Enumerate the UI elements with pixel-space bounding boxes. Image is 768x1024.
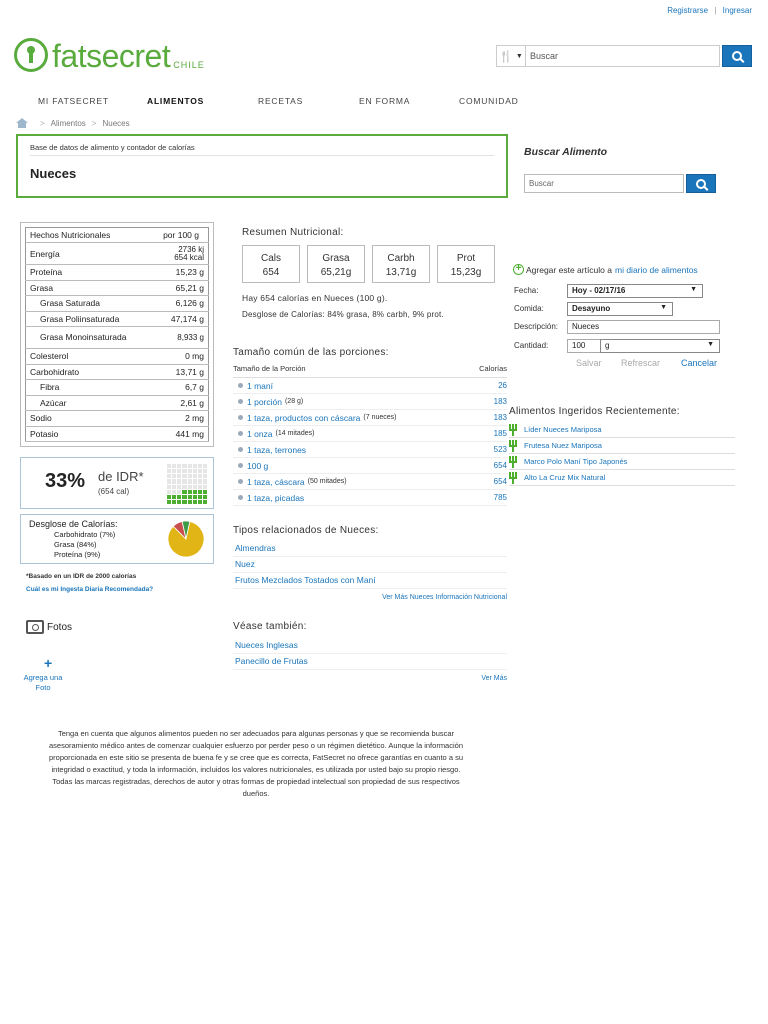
portion-row[interactable] <box>233 426 507 442</box>
idr-cell <box>182 495 186 499</box>
macro-value: 13,71g <box>385 267 417 278</box>
descripcion-label: Descripción: <box>514 322 559 331</box>
idr-cell <box>203 495 207 499</box>
fecha-value: Hoy - 02/17/16 <box>572 286 626 295</box>
idr-cell <box>172 485 176 489</box>
idr-cell <box>172 464 176 468</box>
add-circle-icon[interactable]: + <box>513 264 524 275</box>
idr-cell <box>182 500 186 504</box>
calorie-summary-line: Hay 654 calorías en Nueces (100 g). <box>242 293 388 303</box>
idr-cell <box>172 479 176 483</box>
idr-cell <box>172 474 176 478</box>
header-search <box>496 45 752 67</box>
portion-header-cal: Calorías <box>479 364 507 373</box>
fork-icon: 🍴 <box>499 50 513 63</box>
portion-label[interactable]: 1 taza, picadas <box>247 492 305 503</box>
portion-note: (50 mitades) <box>307 478 347 485</box>
idr-cell <box>203 464 207 468</box>
portion-note: (7 nueces) <box>363 414 397 421</box>
breadcrumb-separator: > <box>91 118 97 128</box>
food-search-button[interactable] <box>686 174 716 193</box>
see-also-item[interactable]: Panecillo de Frutas <box>233 654 507 670</box>
idr-cell <box>167 464 171 468</box>
idr-cell <box>198 485 202 489</box>
bullet-icon <box>238 383 243 388</box>
idr-cell <box>203 485 207 489</box>
portion-name[interactable] <box>233 461 271 471</box>
macro-value: 65,21g <box>320 267 352 278</box>
recent-food-name[interactable]: Marco Polo Maní Tipo Japonés <box>524 457 628 466</box>
food-search-input[interactable]: Buscar <box>524 174 684 193</box>
portion-name[interactable] <box>233 381 276 391</box>
idr-cell <box>198 500 202 504</box>
fork-knife-icon <box>509 472 517 484</box>
portion-label[interactable]: 1 taza, productos con cáscara <box>247 412 361 423</box>
cantidad-label: Cantidad: <box>514 341 549 350</box>
page-title: Nueces <box>30 166 77 181</box>
descripcion-input[interactable]: Nueces <box>567 320 720 334</box>
related-item[interactable]: Almendras <box>233 541 507 557</box>
fact-label: Proteína <box>26 265 155 281</box>
chevron-down-icon: ▼ <box>515 52 523 60</box>
idr-cell <box>167 479 171 483</box>
comida-value: Desayuno <box>572 304 611 313</box>
idr-cell <box>198 490 202 494</box>
idr-cell <box>177 479 181 483</box>
idr-cell <box>203 490 207 494</box>
add-photo-icon[interactable]: + <box>44 655 53 671</box>
fact-label: Potasio <box>26 426 155 442</box>
bullet-icon <box>238 463 243 468</box>
macro-grasa <box>307 245 365 283</box>
idr-cell <box>198 469 202 473</box>
portion-row[interactable] <box>233 458 507 474</box>
nav-en-forma[interactable]: EN FORMA <box>359 96 411 106</box>
idr-cell <box>172 495 176 499</box>
idr-cell <box>182 469 186 473</box>
portion-calories[interactable]: 523 <box>493 445 507 454</box>
fact-value: 2,61 g <box>154 395 208 411</box>
macro-value: 654 <box>262 267 280 278</box>
search-icon <box>696 179 706 189</box>
idr-cell <box>198 474 202 478</box>
bullet-icon <box>238 447 243 452</box>
related-item[interactable]: Frutos Mezclados Tostados con Maní <box>233 573 507 589</box>
fact-value: 13,71 g <box>154 364 208 380</box>
portion-calories[interactable]: 183 <box>493 413 507 422</box>
fact-label: Azúcar <box>26 395 155 411</box>
related-list <box>233 541 507 601</box>
idr-info-link[interactable]: Cuál es mi Ingesta Diaria Recomendada? <box>26 586 154 593</box>
bullet-icon <box>238 415 243 420</box>
idr-cell <box>188 469 192 473</box>
portion-label[interactable]: 1 taza, cáscara <box>247 476 305 487</box>
see-also-list <box>233 638 507 682</box>
idr-cell <box>198 479 202 483</box>
buscar-alimento-title: Buscar Alimento <box>524 146 608 158</box>
fork-knife-icon <box>509 440 517 452</box>
cantidad-input[interactable]: 100 <box>567 339 601 353</box>
idr-cell <box>182 485 186 489</box>
fact-label: Grasa Saturada <box>26 296 155 312</box>
idr-cell <box>177 490 181 494</box>
idr-cell <box>167 485 171 489</box>
fact-value: 2736 kj <box>178 244 204 254</box>
idr-cell <box>193 485 197 489</box>
food-search <box>524 174 716 193</box>
recent-food-item[interactable] <box>509 470 735 486</box>
idr-cell <box>193 474 197 478</box>
idr-cell <box>193 495 197 499</box>
fork-knife-icon <box>509 456 517 468</box>
logo-text: fatsecret <box>52 38 171 74</box>
portion-row[interactable] <box>233 378 507 394</box>
idr-cell <box>172 500 176 504</box>
facts-header-unit: por 100 g <box>154 228 208 243</box>
portion-row[interactable] <box>233 474 507 490</box>
register-link[interactable]: Registrarse <box>667 6 709 15</box>
see-also-item[interactable]: Nueces Inglesas <box>233 638 507 654</box>
fotos-section <box>26 620 72 634</box>
idr-cell <box>182 479 186 483</box>
camera-icon <box>26 620 44 634</box>
facts-header-label: Hechos Nutricionales <box>26 228 155 243</box>
idr-cell <box>198 464 202 468</box>
portion-calories[interactable]: 654 <box>493 461 507 470</box>
fact-label: Fibra <box>26 380 155 396</box>
idr-cell <box>193 500 197 504</box>
recent-food-name[interactable]: Líder Nueces Mariposa <box>524 425 602 434</box>
portion-name[interactable] <box>233 493 307 503</box>
portion-calories[interactable]: 185 <box>493 429 507 438</box>
macro-prot <box>437 245 495 283</box>
breakdown-title: Desglose de Calorías: <box>29 519 118 529</box>
idr-cell <box>167 469 171 473</box>
idr-cell <box>203 469 207 473</box>
recent-food-name[interactable]: Frutesa Nuez Mariposa <box>524 441 602 450</box>
macro-summary <box>242 245 495 283</box>
breadcrumb-separator: > <box>40 118 45 128</box>
fact-value: 654 kcal <box>174 252 204 262</box>
add-photo-link[interactable]: Agrega una Foto <box>23 673 63 692</box>
idr-cell <box>193 464 197 468</box>
unidad-select[interactable] <box>600 339 720 353</box>
header-search-button[interactable] <box>722 45 752 67</box>
idr-cell <box>177 469 181 473</box>
main-nav <box>0 96 768 108</box>
see-also-more-link[interactable]: Ver Más <box>481 675 507 682</box>
relacionados-title: Tipos relacionados de Nueces: <box>233 525 379 536</box>
idr-cell <box>188 500 192 504</box>
idr-progress-grid <box>167 464 207 504</box>
portion-label[interactable]: 1 porción <box>247 396 282 407</box>
idr-cell <box>172 490 176 494</box>
macro-label: Prot <box>456 253 476 264</box>
idr-cell <box>188 464 192 468</box>
idr-cell <box>188 490 192 494</box>
fact-value: 6,7 g <box>154 380 208 396</box>
idr-cell <box>188 495 192 499</box>
recent-food-name[interactable]: Alto La Cruz Mix Natural <box>524 473 606 482</box>
fact-value: 15,23 g <box>154 265 208 281</box>
nav-recetas[interactable]: RECETAS <box>258 96 304 106</box>
portion-row[interactable] <box>233 490 507 506</box>
portion-calories[interactable]: 26 <box>498 381 507 390</box>
portion-row[interactable] <box>233 410 507 426</box>
fact-value: 2 mg <box>154 411 208 427</box>
portion-name[interactable] <box>233 445 309 455</box>
idr-cell <box>177 485 181 489</box>
portion-note: (14 mitades) <box>275 430 315 437</box>
fact-label: Grasa Monoinsaturada <box>26 327 155 349</box>
top-links <box>667 6 752 15</box>
idr-cell <box>182 490 186 494</box>
vease-title: Véase también: <box>233 621 307 632</box>
idr-cell <box>167 474 171 478</box>
macro-label: Carbh <box>387 253 415 264</box>
keyhole-logo-icon <box>14 38 48 72</box>
idr-cell <box>177 500 181 504</box>
fact-value: 441 mg <box>154 426 208 442</box>
bullet-icon <box>238 399 243 404</box>
nav-alimentos[interactable]: ALIMENTOS <box>147 96 205 106</box>
resumen-title: Resumen Nutricional: <box>242 227 344 238</box>
recent-food-item[interactable] <box>509 422 735 438</box>
fact-value: 65,21 g <box>154 280 208 296</box>
breadcrumb-nueces: Nueces <box>102 118 130 128</box>
idr-cell <box>182 464 186 468</box>
idr-cell <box>203 474 207 478</box>
nav-comunidad[interactable]: COMUNIDAD <box>459 96 519 106</box>
portion-label[interactable]: 1 maní <box>247 380 273 391</box>
portion-table-header <box>233 364 507 378</box>
portion-name[interactable] <box>233 477 347 487</box>
add-prefix: Agregar este artículo a <box>526 264 612 275</box>
macro-carbh <box>372 245 430 283</box>
fotos-title: Fotos <box>47 621 73 633</box>
fact-value: 8,933 g <box>154 327 208 349</box>
comida-select[interactable] <box>567 302 673 316</box>
idr-cell <box>198 495 202 499</box>
login-link[interactable]: Ingresar <box>722 6 752 15</box>
portion-note: (28 g) <box>284 398 304 405</box>
fact-value: 6,126 g <box>154 296 208 312</box>
portion-name[interactable] <box>233 413 396 423</box>
portion-label[interactable]: 100 g <box>247 460 269 471</box>
fatsecret-logo[interactable] <box>14 38 205 72</box>
idr-box <box>20 457 214 509</box>
breadcrumb <box>16 118 130 128</box>
idr-cell <box>193 469 197 473</box>
idr-cell <box>182 474 186 478</box>
fact-label: Sodio <box>26 411 155 427</box>
idr-cell <box>193 479 197 483</box>
macro-cals <box>242 245 300 283</box>
bullet-icon <box>238 431 243 436</box>
portion-row[interactable] <box>233 394 507 410</box>
bullet-icon <box>238 479 243 484</box>
search-icon <box>732 51 742 61</box>
calorie-breakdown-line: Desglose de Calorías: 84% grasa, 8% carbh, 9% prot. <box>242 310 444 319</box>
chevron-down-icon: ▼ <box>690 286 697 293</box>
portion-name[interactable] <box>233 429 314 439</box>
portion-label[interactable]: 1 onza <box>247 428 273 439</box>
recent-food-item[interactable] <box>509 438 735 454</box>
nutrition-facts <box>20 222 214 447</box>
recientes-title: Alimentos Ingeridos Recientemente: <box>509 406 680 417</box>
idr-cell <box>167 500 171 504</box>
related-more-link[interactable]: Ver Más Nueces Información Nutricional <box>382 594 507 601</box>
recent-foods-list <box>509 422 735 486</box>
fork-knife-icon <box>509 424 517 436</box>
idr-cell <box>177 495 181 499</box>
fact-label: Carbohidrato <box>26 364 155 380</box>
chevron-down-icon: ▼ <box>707 341 714 348</box>
fact-label: Grasa <box>26 280 155 296</box>
diary-link[interactable]: mi diario de alimentos <box>615 264 698 275</box>
idr-cell <box>172 469 176 473</box>
header-search-input[interactable]: Buscar <box>526 45 720 67</box>
search-category-dropdown[interactable] <box>496 45 526 67</box>
idr-percent: 33% <box>45 470 86 492</box>
portion-calories[interactable]: 654 <box>493 477 507 486</box>
disclaimer: Tenga en cuenta que algunos alimentos pueden no ser adecuados para algunas personas y que se recomienda buscar asesoramiento médico antes de comenzar cualquier esfuerzo por perder peso o un régimen dietético. Aunque la información proporcionada en este sitio se presenta de buena fe y se cree que es correcta, FatSecret no ofrece garantías en cuanto a su integridad o exactitud, y toda la información, incluidos los valores nutricionales, es utilizada por usted bajo su propio riesgo. Todas las marcas registradas, derechos de autor y otras formas de propiedad intelectual son propiedad de sus respectivos dueños. <box>48 729 463 798</box>
breakdown-item: Carbohidrato (7%) <box>54 530 116 539</box>
fecha-select[interactable] <box>567 284 703 298</box>
unidad-value: g <box>605 341 610 350</box>
idr-cell <box>167 495 171 499</box>
idr-cell <box>177 474 181 478</box>
add-to-diary <box>513 264 698 275</box>
idr-cell <box>188 474 192 478</box>
page-subtitle: Base de datos de alimento y contador de calorías <box>30 143 195 152</box>
idr-cell <box>193 490 197 494</box>
breakdown-item: Grasa (84%) <box>54 540 97 549</box>
logo-country: CHILE <box>173 60 205 70</box>
fact-label: Energía <box>26 243 155 265</box>
idr-cell <box>188 485 192 489</box>
chevron-down-icon: ▼ <box>660 304 667 311</box>
cancelar-button[interactable]: Cancelar <box>681 358 718 368</box>
macro-label: Grasa <box>322 253 350 264</box>
related-item[interactable]: Nuez <box>233 557 507 573</box>
fecha-label: Fecha: <box>514 286 539 295</box>
idr-cell <box>188 479 192 483</box>
fact-label: Grasa Poliinsaturada <box>26 311 155 327</box>
portion-row[interactable] <box>233 442 507 458</box>
macro-label: Cals <box>260 253 281 264</box>
home-icon[interactable] <box>16 118 28 128</box>
portion-table <box>233 364 507 506</box>
refrescar-button[interactable]: Refrescar <box>621 358 661 368</box>
breadcrumb-alimentos[interactable]: Alimentos <box>50 118 86 128</box>
bullet-icon <box>238 495 243 500</box>
calorie-pie-chart <box>166 519 206 559</box>
fact-label: Colesterol <box>26 349 155 365</box>
idr-kcal: (654 cal) <box>98 487 130 496</box>
salvar-button[interactable]: Salvar <box>576 358 602 368</box>
nav-mi-fatsecret[interactable]: MI FATSECRET <box>38 96 109 106</box>
idr-label: de IDR* <box>98 469 144 484</box>
portion-label[interactable]: 1 taza, terrones <box>247 444 307 455</box>
idr-cell <box>203 500 207 504</box>
top-links-separator: | <box>714 6 717 15</box>
comida-label: Comida: <box>514 304 544 313</box>
porciones-title: Tamaño común de las porciones: <box>233 347 389 358</box>
portion-calories[interactable]: 785 <box>493 493 507 502</box>
portion-header-label: Tamaño de la Porción <box>233 364 306 373</box>
idr-cell <box>177 464 181 468</box>
calorie-breakdown <box>20 514 214 564</box>
idr-cell <box>203 479 207 483</box>
portion-name[interactable] <box>233 397 303 407</box>
breakdown-item: Proteína (9%) <box>54 550 101 559</box>
fact-value: 0 mg <box>154 349 208 365</box>
title-box <box>16 134 508 198</box>
macro-value: 15,23g <box>450 267 482 278</box>
recent-food-item[interactable] <box>509 454 735 470</box>
idr-note: *Basado en un IDR de 2000 calorías <box>26 573 137 580</box>
idr-cell <box>167 490 171 494</box>
fact-value: 47,174 g <box>154 311 208 327</box>
portion-calories[interactable]: 183 <box>493 397 507 406</box>
